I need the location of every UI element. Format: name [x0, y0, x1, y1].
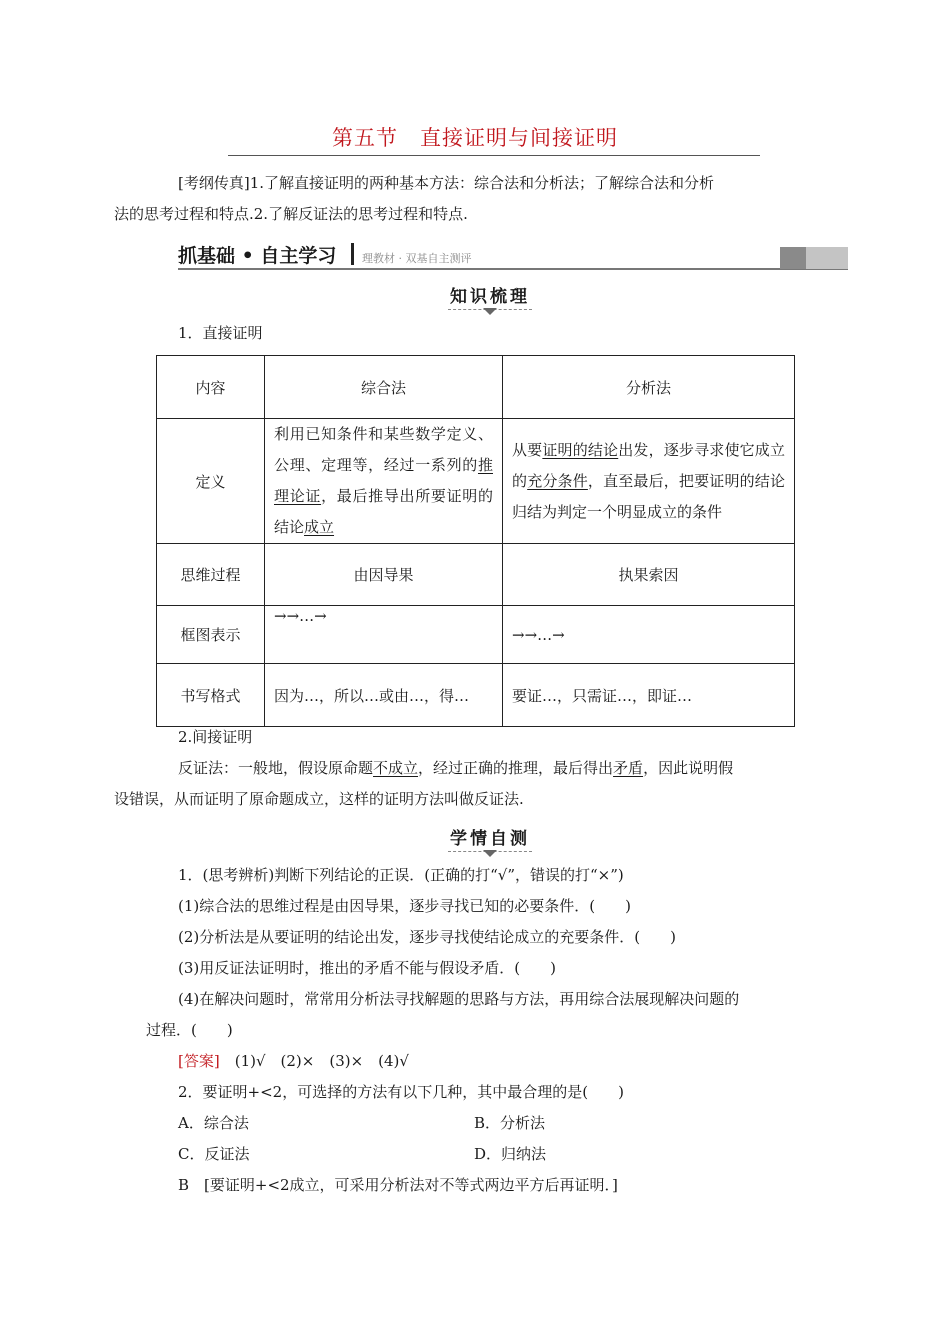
- heading-knowledge-text: 知识梳理: [448, 282, 532, 310]
- methods-table: [156, 355, 795, 727]
- q1-item-3: (3)用反证法证明时，推出的矛盾不能与假设矛盾．( ): [178, 959, 556, 977]
- table-header-synthesis: 综合法: [265, 356, 503, 419]
- synthesis-def-underline-2: 成立: [304, 518, 335, 536]
- indirect-text-3: ，因此说明假: [643, 759, 734, 777]
- q2-option-d: D．归纳法: [474, 1145, 547, 1163]
- q1-item-2: (2)分析法是从要证明的结论出发，逐步寻找使结论成立的充要条件．( ): [178, 928, 676, 946]
- q2-option-a: A．综合法: [178, 1114, 249, 1132]
- indirect-text-1: 反证法：一般地，假设原命题: [178, 759, 374, 777]
- heading-self-test: [0, 824, 950, 852]
- indirect-underline-1: 不成立: [373, 759, 419, 777]
- q1-answer: [146, 1046, 810, 1077]
- section-banner: [178, 241, 848, 271]
- synthesis-definition: [265, 419, 503, 544]
- synthesis-thinking: 由因导果: [265, 544, 503, 606]
- table-label-thinking: 思维过程: [157, 544, 265, 606]
- heading-knowledge: [0, 282, 950, 310]
- analysis-thinking: 执果索因: [503, 544, 795, 606]
- q2-answer: B [要证明+<2成立，可采用分析法对不等式两边平方后再证明．]: [178, 1176, 618, 1194]
- banner-block-dark: [780, 247, 806, 269]
- analysis-def-underline-1: 证明的结论: [542, 440, 619, 459]
- item-direct-proof: 1．直接证明: [178, 324, 263, 342]
- table-label-format: 书写格式: [157, 664, 265, 727]
- item-indirect-proof: 2.间接证明: [178, 728, 253, 746]
- q2-option-c: C．反证法: [178, 1145, 250, 1163]
- q2-stem: 2．要证明+<2，可选择的方法有以下几种，其中最合理的是( ): [178, 1083, 624, 1101]
- table-header-analysis: 分析法: [503, 356, 795, 419]
- banner-rule: [178, 268, 848, 270]
- heading-self-test-text: 学情自测: [448, 824, 532, 852]
- analysis-definition: [503, 419, 795, 544]
- table-row: [157, 419, 795, 544]
- table-row: [157, 664, 795, 727]
- syllabus-text-2: 法的思考过程和特点.2.了解反证法的思考过程和特点.: [114, 205, 468, 223]
- q1-item-1: (1)综合法的思维过程是由因导果，逐步寻找已知的必要条件．( ): [178, 897, 631, 915]
- syllabus-label: [考纲传真]: [178, 174, 250, 192]
- banner-subtitle: 理教材 · 双基自主测评: [362, 252, 472, 265]
- table-row: [157, 356, 795, 419]
- triangle-down-icon: [483, 308, 497, 315]
- synthesis-def-underline-1: 推理论证: [274, 456, 493, 505]
- banner-block-light: [806, 247, 848, 269]
- synthesis-diagram: →→…→: [265, 606, 503, 664]
- synthesis-format: 因为…，所以…或由…，得…: [265, 664, 503, 727]
- syllabus: [114, 168, 810, 230]
- indirect-text-4: 设错误，从而证明了原命题成立，这样的证明方法叫做反证法.: [114, 790, 524, 808]
- analysis-format: 要证…，只需证…，即证…: [503, 664, 795, 727]
- synthesis-def-text-2: ，最后推导出所要证明的结论: [274, 487, 493, 536]
- page-title: 第五节 直接证明与间接证明: [332, 126, 618, 150]
- indirect-underline-2: 矛盾: [613, 759, 644, 777]
- title-underline: [228, 155, 760, 156]
- indirect-proof-text: [114, 753, 810, 815]
- triangle-down-icon: [483, 850, 497, 857]
- table-header-content: 内容: [157, 356, 265, 419]
- indirect-text-2: ，经过正确的推理，最后得出: [418, 759, 614, 777]
- q1-item-4-cont: 过程．( ): [146, 1021, 233, 1039]
- banner-title: 抓基础 • 自主学习: [178, 245, 337, 267]
- q2-option-b: B．分析法: [474, 1114, 546, 1132]
- q1-stem: 1．(思考辨析)判断下列结论的正误．(正确的打“√”，错误的打“×”): [178, 866, 624, 884]
- banner-divider: [351, 243, 354, 265]
- analysis-def-text-3: ，直至最后，把要证明的结论归结为判定一个明显成立的条件: [512, 471, 785, 521]
- q1-answer-label: [答案]: [178, 1052, 220, 1070]
- q1-answer-text: (1)√ (2)× (3)× (4)√: [219, 1052, 409, 1070]
- synthesis-def-text-1: 利用已知条件和某些数学定义、公理、定理等，经过一系列的: [274, 425, 493, 474]
- q1-item-4: (4)在解决问题时，常常用分析法寻找解题的思路与方法，再用综合法展现解决问题的: [178, 990, 740, 1008]
- syllabus-text-1: 1.了解直接证明的两种基本方法：综合法和分析法；了解综合法和分析: [249, 174, 715, 192]
- table-row: [157, 544, 795, 606]
- table-row: [157, 606, 795, 664]
- analysis-def-text-2: 出发，逐步寻求使它成立的: [512, 440, 785, 490]
- analysis-diagram: →→…→: [503, 606, 795, 664]
- analysis-def-underline-2: 充分条件: [527, 471, 588, 490]
- table-label-diagram: 框图表示: [157, 606, 265, 664]
- analysis-def-text-1: 从要: [512, 440, 543, 459]
- table-label-definition: 定义: [157, 419, 265, 544]
- question-1: [146, 860, 810, 1108]
